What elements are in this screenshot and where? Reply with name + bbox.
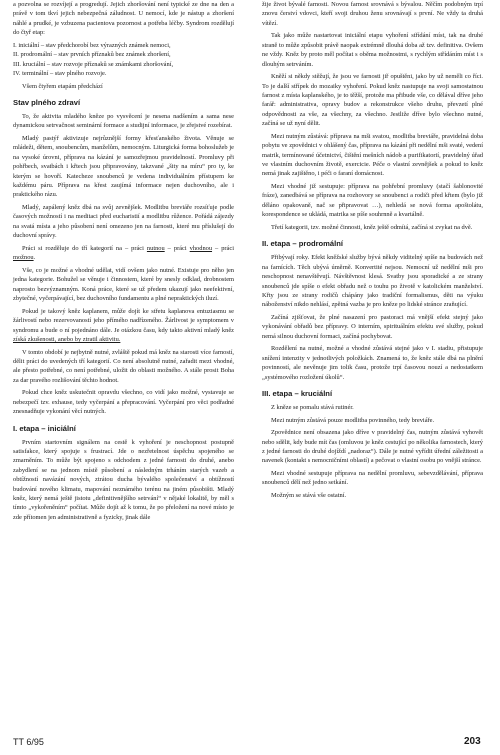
- paragraph: Třetí kategorii, tzv. možné činnosti, kněz ještě odmítá, začíná si zvykat na dvě.: [271, 223, 473, 231]
- left-column: [13, 0, 234, 525]
- paragraph: Kněží si někdy stěžují, že jsou ve farnosti jiř opuštěni, jako by už neměli co říci. To je další střípek do mozaiky vyhoření. Pokud kněz nastupuje na svoji samostatnou farnost z místa kaplanského, je to těžší, protože ma přibude vše, co dělával dříve jeho farář: administrativa, opravy budov a rekonstrukce všeho druhu, převzetí plné odpovědnosti za vše, za všechny, za všechno. Jestliže dříve bylo všechno nutné, začíná se už nyní dělit.: [262, 73, 483, 128]
- text-run: – práci: [212, 244, 234, 252]
- journal-issue-label: TT 6/95: [13, 737, 44, 747]
- section-heading: II. etapa – prodromální: [262, 239, 344, 249]
- paragraph: Možným se stává vše ostatní.: [271, 491, 347, 499]
- paragraph: Mezi vhodné již sestupuje: příprava na pohřební promluvy (stačí šablonovité fráze), zanedbává se příprava na rozhovory se snoubenci a rodiči před křtem (bylo již děláno opakovaně, nač se připravovat …), nehledá se nová forma apoštolátu, korespondence se ukládá, matrika se píše souhrnně a kvartálně.: [262, 183, 483, 219]
- right-column: [262, 0, 483, 504]
- paragraph: [13, 244, 234, 263]
- paragraph: Tak jako může nastartovat iniciální etapu vyhoření střídání míst, tak na druhé straně to může způsobit právě naopak extrémně dlouhá doba až tzv. definitiva. Ovšem ne vždy. Kněz by proto měl počítat s oběma možnostmi, s rychlým střídáním míst i s dlouhým setrváním.: [262, 32, 483, 68]
- section-heading: I. etapa – iniciální: [13, 423, 76, 433]
- paragraph: Rozdělení na nutné, možné a vhodné zůstává stejné jako v I. stadiu, přistupuje snížení intenzity v jednotlivých položkách. Znamená to, že kněz stále dbá na plnění povinností, ale nevěnuje jim tolik času, protože trpí časovou nouzí a nedostatkem „systémového rozložení úkolů“.: [262, 345, 483, 381]
- page-number: 203: [464, 736, 481, 747]
- text-run: Pokud je takový kněz kaplanem, může dojít ke střetu kaplanova entuziasmu se žárlivostí nebo rezervovaností jeho přímého nadřízeného. Žárlivost je symptomem v syndromu a bude o ní pojednáno dále. Je otázkou času, kdy takto aktivní mladý kněz: [13, 307, 234, 334]
- text-run: Práci si rozděluje do tří kategorií na – práci: [22, 244, 147, 252]
- paragraph: Z kněze se pomalu stává rutinér.: [271, 403, 354, 411]
- underlined-text: možnou: [13, 254, 34, 262]
- underlined-text: získá zkušenosti, anebo by ztratil aktivitu.: [13, 335, 121, 343]
- paragraph: V tomto období je nejbytně nutné, zvláště pokud má kněz na starosti více farností, dělit práci do uvedených tří kategorií. Co není absolutně nutné, zařadit mezi vhodné, ale přesto potřebné, co není potřebné, uložit do oblasti možného. A stále prosit Boha za dar pravého rozlišování těchto hodnot.: [13, 348, 234, 384]
- paragraph: Mezi vhodné sestupuje příprava na nedělní promluvu, sebevzdělávání, příprava snoubenců dělí než jedno setkání.: [262, 469, 483, 487]
- list-item: IV. terminální – stav plného rozvoje.: [13, 70, 107, 78]
- paragraph: [13, 307, 234, 345]
- section-heading: III. etapa – kruciální: [262, 388, 333, 398]
- list-item: I. iniciální – stav předchorobí bez výrazných známek nemoci,: [13, 41, 171, 49]
- list-item: III. kruciální – stav rozvoje příznaků se známkami zhoršování,: [13, 60, 174, 68]
- paragraph: Přibývají roky. Efekt kněžské služby bývá někdy viditelný spíše na budovách než na farnících. Těch ubývá úměrně. Konvertité nejsou. Nemocní už nedělní mši pro neschopnost nenavštěvují. Návštěvnost klesá. Svatby jsou sporadické a ze strany snoubenců jde spíše o efekt obřadu než o touhu po životě v katolickém manželství. Křty jsou ze strany rodičů chápány jako tradiční formalismus, děti na výuku náboženství nikdo nehlásí, zpětná vazba je pro kněze po lidské stránce zraňující.: [262, 254, 483, 309]
- underlined-text: nutnou: [146, 244, 165, 252]
- paragraph: Prvním startovním signálem na cestě k vyhoření je neschopnost postupně satisfakce, který spojuje s frustrací. Jde o nezřetelnost úspěchu spojeného se zmarněním. To může být spojeno s odchodem z jedné farnosti do druhé, anebo zabydlení se na jednom místě působení a následným trháním starých vazeb a obtížností navázání nových, ztrátou ducha bývalého společenství a obtížností budování nového klimatu, mapování neznámého terénu na jiném působišti. Mladý kněz, který nemá ještě jistotu „definitivnějšího setrvání“ v nějaké lokalitě, by měl s tímto „vykořeněním“ počítat. Může dojít až k tomu, že po přeložení na nové místo je zde přítomen jen administrativně a fyzicky, jinak dále: [13, 438, 234, 521]
- paragraph: Mezi nutným zůstává: příprava na mši svatou, modlitba breviáře, pravidelná doba pobytu ve zpovědnici v ohlášený čas, příprava na kázání při nedělní mši svaté, vedení matrik, termínované účetnictví, čištění mešních nádob a purifikatorií, pravidelný úřad ve vlastním duchovním životě, exercicie. Péče o vlastní zevnějšek a pokud to kněz nemá jinak zajištěno, i péči o faraní domácnost.: [262, 132, 483, 178]
- underlined-text: vhodnou: [189, 244, 213, 252]
- text-run: .: [33, 254, 36, 262]
- paragraph: Všem čtyřem etapám předchází: [22, 82, 103, 90]
- paragraph: Zpovědnice není obsazena jako dříve v pravidelný čas, nutným zůstává vyhovět nebo sdělit, kdy bude mít čas (omluvou je kněz cestující po několika farnostech, který z jedné farnosti do druhé dojíždí „nadoraz“). Dále je nutné vyřídit úřední záležitosti a navenek (kontakt s nemocničními oblastí) a pečovat o vlastní osobu po vnější stránce.: [262, 429, 483, 465]
- paragraph: a pozvolna se rozvíjejí a progredují. Jejich zhoršování není typické ze dne na den a právě v tom tkví jejich nebezpečná záludnost. U nemocí, kde je nástup a zhoršení náhlé a prudké, je vzbuzena pacientova pozornost a potřeba léčby. Syndrom rozdělují do čtyř etap:: [13, 1, 234, 37]
- paragraph: Mladý pastýř aktivizuje nejrůznější formy křesťanského života. Věnuje se mládeži, dětem, snoubencům, manželům, nemocným. Liturgická forma bohoslužeb je na vysoké úrovni, příprava na kázání je samozřejmou pravidelností. Promluvy při pohřbech, svatbách i křtech jsou připravovány, takzvané „šity na míru“ pro ty, ke kterým se hovoří. Katecheze snoubenců je vedena individuálním přístupem ke každému páru. Příprava na křest zaujímá informace nejen duchovního, ale i praktického rázu.: [13, 135, 234, 199]
- paragraph: Pokud chce kněz uskutečnit opravdu všechno, co vidí jako možné, vystavuje se nebezpečí tzv. exhause, tedy vyčerpání a přepracování. Vyčerpání pro věci podřadné znesnadňuje vykonání věcí nutných.: [13, 389, 234, 416]
- paragraph: To, že aktivita mladého kněze po vysvěcení je nesena nadšením a sama nese dynamickou setrvačnost seminární formace a studijní informace, je zřejstvé rozebírat.: [13, 113, 234, 130]
- paragraph: Mezi nutným zůstává pouze modlitba povinného, tedy breviáře.: [271, 416, 435, 424]
- paragraph: žije život bývalé farnosti. Novou farnost srovnává s bývalou. Něčím podobným trpí znovu čerství vdovci, kteří svoji druhou ženu srovnávají s první. Ne vždy ta druhá vítězí.: [262, 1, 483, 27]
- text-run: – práci: [164, 244, 190, 252]
- paragraph: Začíná zjišťovat, že plné nasazení pro pastoraci má vnější efekt stejný jako vykonávání obřadů bez přípravy. O interním, spirituálním efektu své služby, pokud nemá silnou duchovní formaci, začíná pochybovat.: [262, 313, 483, 340]
- paragraph: Mladý, zapálený kněz dbá na svůj zevnějšek. Modlitbu breviáře rozsíťuje podle časových možností i na meditaci před eucharistií a modlitbu růžence. Pořádá zájezdy na svatá místa a jeho působení není omezeno jen na farnosti, které mu příslušejí do duchovní správy.: [13, 204, 234, 240]
- section-heading: Stav plného zdraví: [13, 98, 81, 108]
- paragraph: Vše, co je možné a vhodné udělat, vidí ovšem jako nutné. Existuje pro něho jen jedna kategorie. Bohužel se věnuje i činnostem, které by snesly odklad, drobnostem naprosto bezvýznamným. Koná práce, které se už předem ukazují jako neefektivní, zbytečné, vyčerpávající, bez duchovního fundamentu a plné nepraktických iluzí.: [13, 266, 234, 303]
- list-item: II. prodromální – stav prvních příznaků bez známek zhoršení,: [13, 51, 171, 59]
